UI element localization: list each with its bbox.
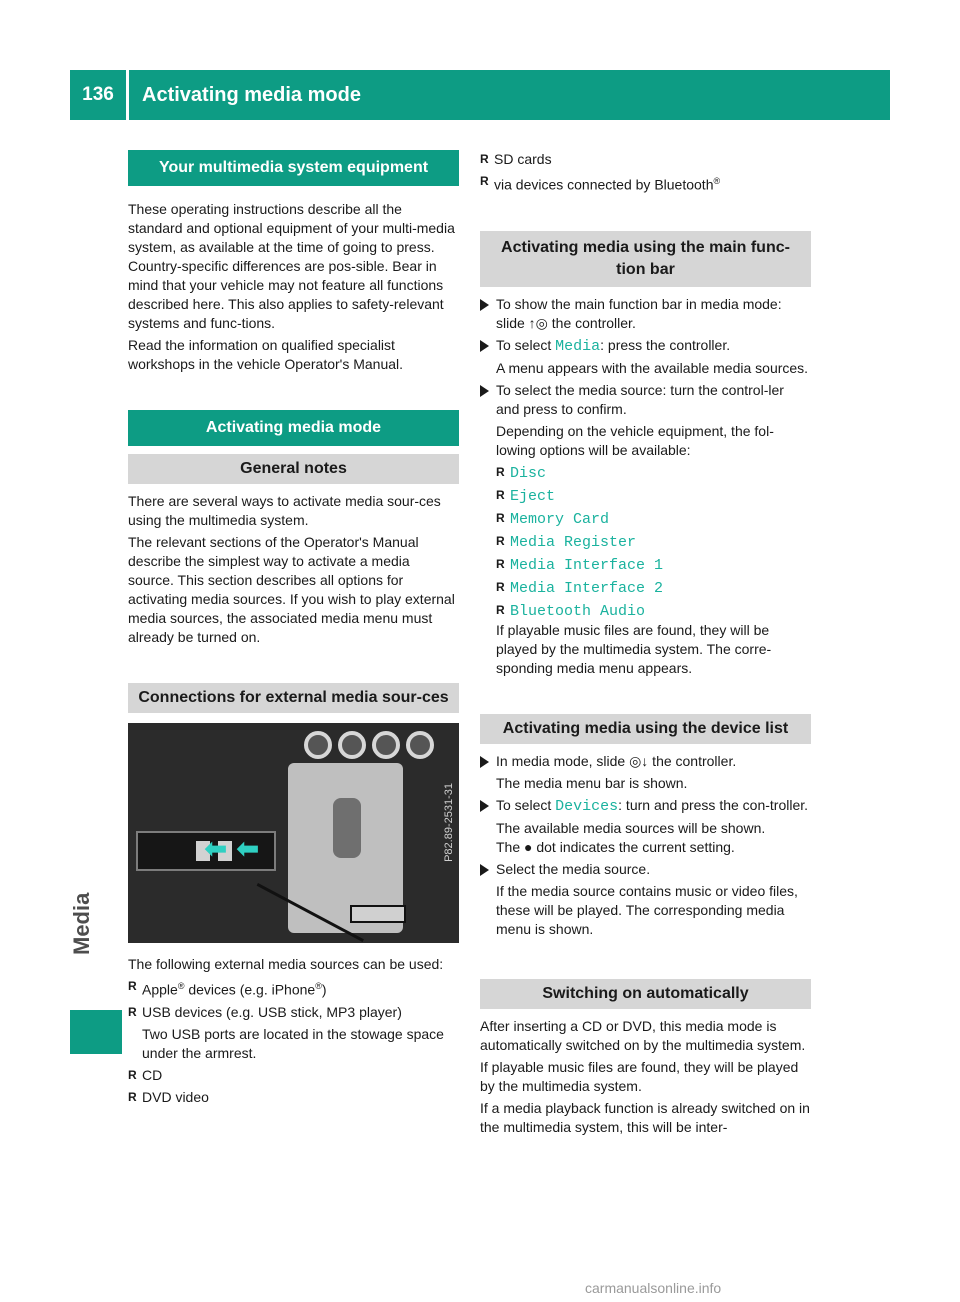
paragraph: The relevant sections of the Operator's Manual describe the simplest way to activate a media source. This section describes all options for activating media sources. If you wish to play external media sources, the associated media menu must already be turned on. [128,534,455,645]
paragraph: If playable music files are found, they will be played by the multimedia system. [480,1058,799,1094]
callout-detail [350,905,406,923]
list-item: R USB devices (e.g. USB stick, MP3 player) Two USB ports are located in the stowage space under the armrest. [128,1003,444,1061]
paragraph: These operating instructions describe all the standard and optional equipment of your multi-media system, as available at the time of going to press. Country-specific differences are pos-sible. Bear in mind that your vehicle may not feature all functions described here. This also applies to safety-relevant systems and func-tions. [128,201,455,331]
left-column [128,150,459,1107]
list-item: R Media Interface 2 [496,579,664,597]
list-item: R DVD video [128,1088,209,1105]
options-list [496,463,811,621]
list-item: R Bluetooth Audio [496,602,646,620]
page-title: Activating media mode [142,83,361,106]
bullet-list [128,977,459,1107]
vent [338,731,366,759]
instruction-step: To select Devices: turn and press the con-troller. The available media sources will be shown. The ● dot indicates the current setting. [480,796,811,857]
list-item: R SD cards [480,151,552,167]
gear-shifter [333,798,361,858]
figure-usb-ports [128,723,459,943]
instruction-step: Select the media source. If the media source contains music or video files, these will be played. The corresponding media menu is shown. [480,860,811,939]
step-arrow-icon [480,340,489,352]
figure-code: P82.89-2531-31 [443,783,455,862]
paragraph: Read the information on qualified specialist workshops in the vehicle Operator's Manual. [128,337,404,372]
header-divider [126,70,129,120]
instruction-step: In media mode, slide ◎↓ the controller. The media menu bar is shown. [480,752,811,793]
paragraph: The following external media sources can be used: [128,956,444,972]
subheading-general-notes: General notes [128,454,459,484]
side-tab-marker [70,1010,122,1054]
section-heading-activating: Activating media mode [128,410,459,446]
list-item: R Apple® devices (e.g. iPhone®) [128,979,327,998]
step-arrow-icon [480,756,489,768]
list-item: R Media Register [496,533,637,551]
section-heading-equipment: Your multimedia system equipment [128,150,459,186]
vent [304,731,332,759]
arrow-left-icon: ⬅ [204,833,228,864]
paragraph: After inserting a CD or DVD, this media mode is automatically switched on by the multimedia system. [480,1017,806,1053]
instruction-step: To show the main function bar in media mode: slide ↑◎ the controller. [480,295,811,333]
subheading-switching-on: Switching on automatically [480,979,811,1009]
vent [372,731,400,759]
list-item: R CD [128,1066,163,1083]
list-item: R Disc [496,464,547,482]
arrow-left-icon: ⬅ [236,833,260,864]
instruction-step: To select the media source: turn the control-ler and press to confirm. Depending on the vehicle equipment, the fol-lowing options will be available: R Disc R Eject R Memory Card R Media Register R Media Interface 1 R Media Interface 2 R Bluetooth Audio If playable music files are found, they will be played by the multimedia system. The corre-sponding media menu appears. [480,381,811,678]
subheading-device-list: Activating media using the device list [480,714,811,744]
paragraph: If a media playback function is already switched on in the multimedia system, this will be inter- [480,1099,810,1135]
watermark: carmanualsonline.info [585,1280,722,1296]
subheading-connections: Connections for external media sour-ces [128,683,459,713]
vent [406,731,434,759]
step-arrow-icon [480,864,489,876]
bullet-list [480,150,811,195]
list-item: R Eject [496,487,556,505]
subheading-main-function-bar: Activating media using the main func-tion bar [480,231,811,287]
step-arrow-icon [480,299,489,311]
paragraph: There are several ways to activate media sour-ces using the multimedia system. [128,493,441,528]
list-item: R Media Interface 1 [496,556,664,574]
page-header [70,70,890,120]
step-arrow-icon [480,800,489,812]
side-tab-label: Media [69,892,94,955]
right-column [480,150,811,1137]
step-arrow-icon [480,385,489,397]
list-item: R Memory Card [496,510,610,528]
instruction-step: To select Media: press the controller. A menu appears with the available media sources. [480,336,811,378]
page-number: 136 [82,84,114,105]
list-item: R via devices connected by Bluetooth® [480,174,721,193]
